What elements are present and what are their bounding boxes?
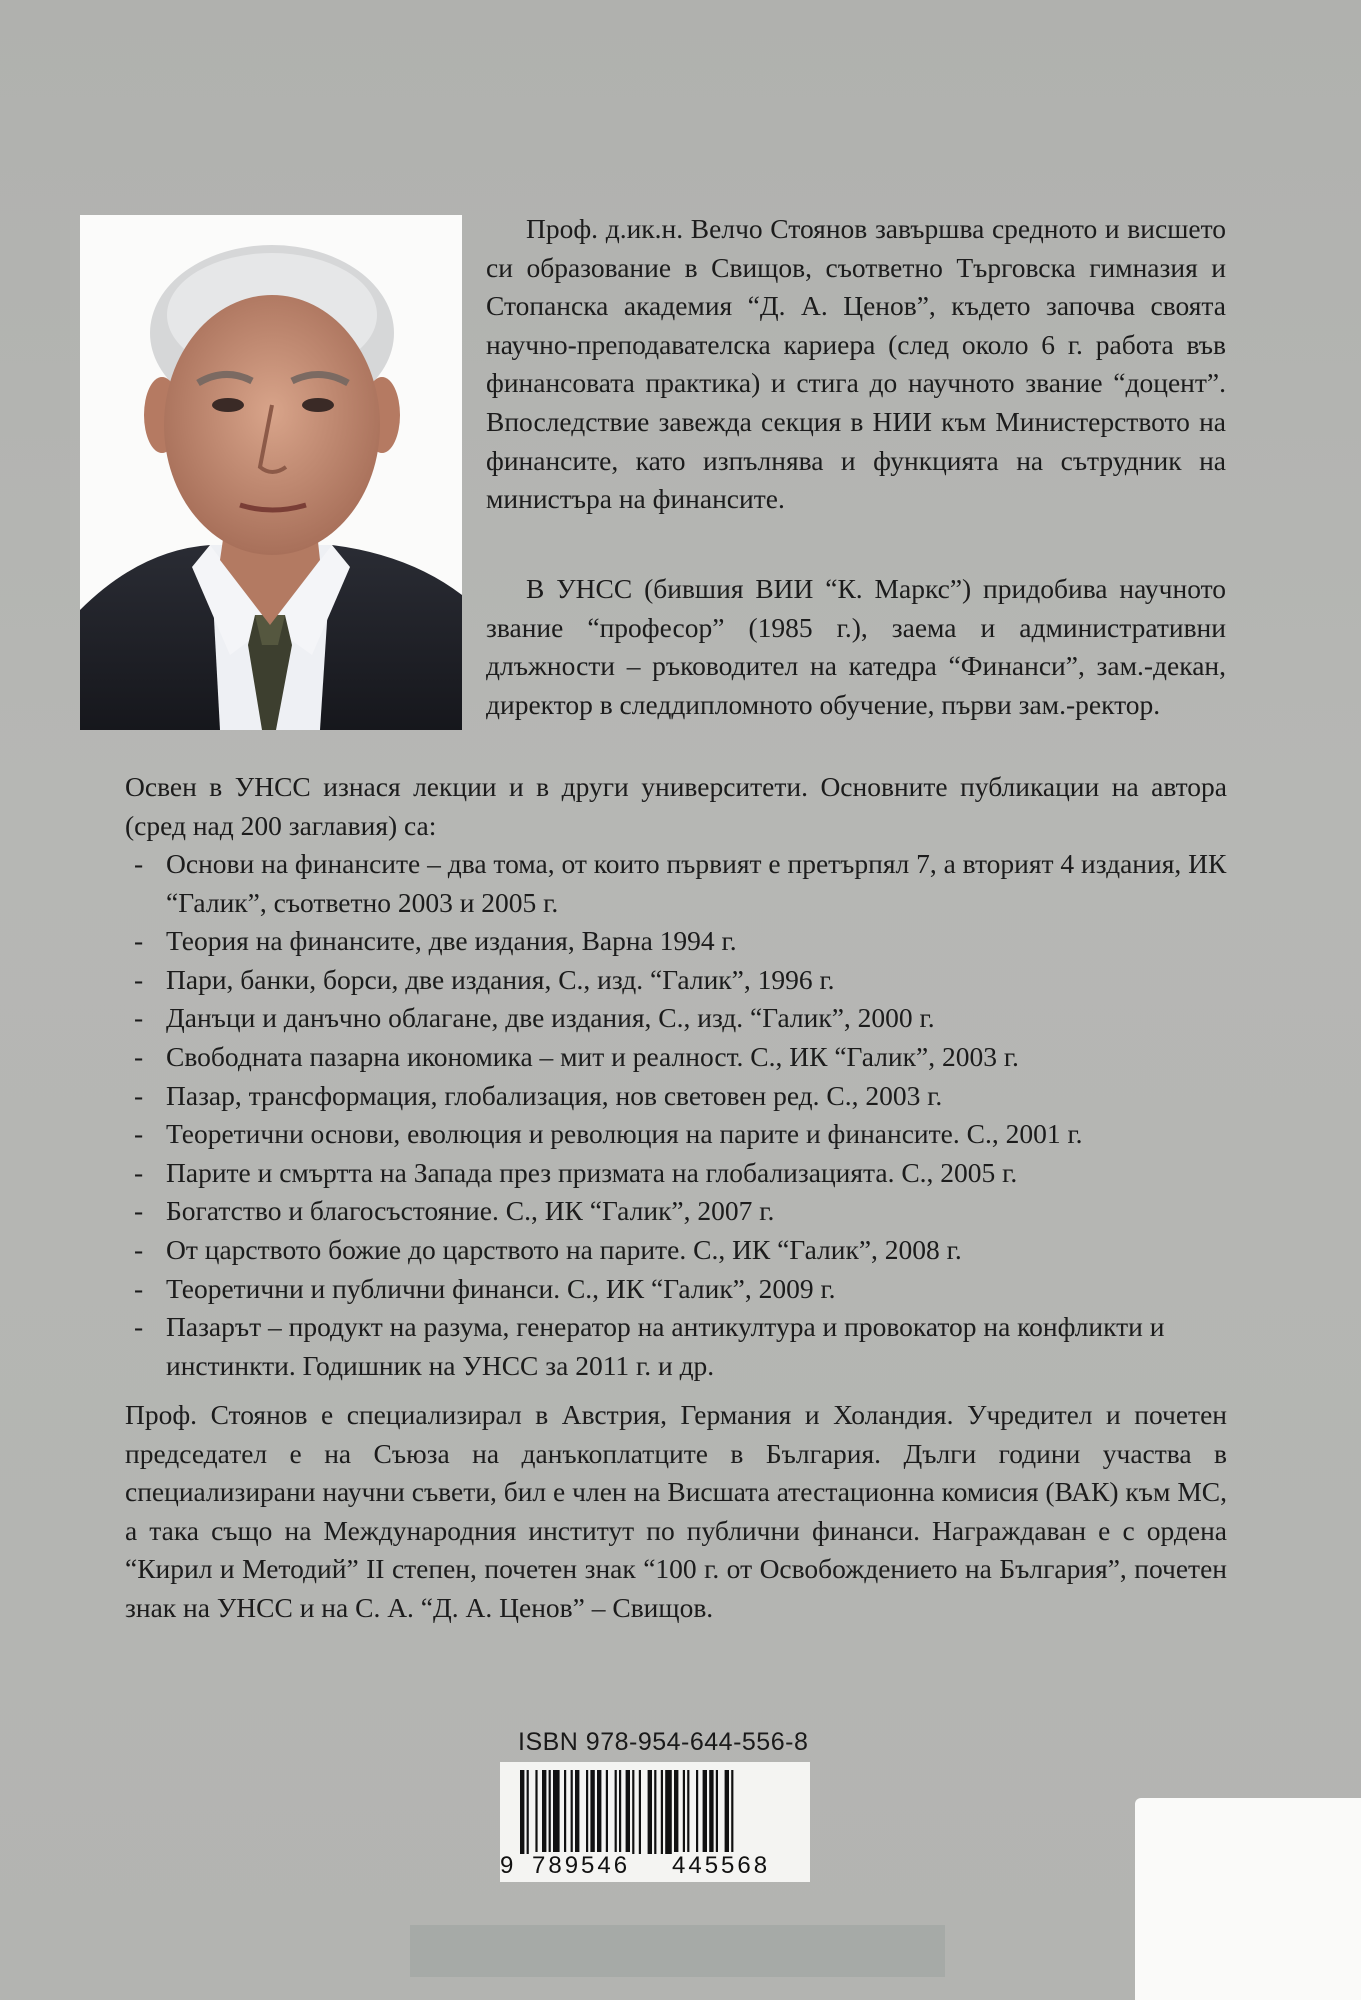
- barcode-bar: [654, 1770, 656, 1854]
- portrait-illustration: [80, 215, 462, 730]
- list-item: - От царството божие до царството на парите. С., ИК “Галик”, 2008 г.: [134, 1233, 962, 1265]
- barcode-bar: [553, 1770, 560, 1854]
- list-item: - Свободната пазарна икономика – мит и реалност. С., ИК “Галик”, 2003 г.: [134, 1040, 1019, 1072]
- price-sticker: [1135, 1798, 1361, 2000]
- barcode-bar: [683, 1770, 685, 1854]
- barcode-bar: [597, 1770, 601, 1854]
- bio-paragraph-1: Проф. д.ик.н. Велчо Стоянов завършва средното и висшето си образование в Свищов, съответно Търговска гимназия и Стопанска академия “Д. А. Ценов”, където започва своята научно-преподавателска кариера (след около 6 г. работа във финансовата практика) и стига до научното звание “доцент”. Впоследствие завежда секция в НИИ към Министерството на финансите, като изпълнява и функцията на сътрудник на министъра на финансите.: [486, 213, 1226, 515]
- barcode-bar: [632, 1770, 634, 1854]
- barcode-bar: [674, 1770, 678, 1854]
- publications-list: [128, 845, 1227, 1385]
- barcode-bar: [687, 1770, 689, 1854]
- bio-paragraph-4: Проф. Стоянов е специализирал в Австрия, Германия и Холандия. Учредител и почетен председател е на Съюза на данъкоплатците в България. Дълги години участва в специализирани научни съвети, бил е член на Висшата атестационна комисия (ВАК) към МС, а така също на Международния институт по публични финанси. Награждаван е с ордена “Кирил и Методий” II степен, почетен знак “100 г. от Освобождението на България”, почетен знак на УНСС и на С. А. “Д. А. Ценов” – Свищов.: [125, 1399, 1227, 1623]
- list-item: - Пазарът – продукт на разума, генератор на антикултура и провокатор на конфликти и инстинкти. Годишник на УНСС за 2011 г. и др.: [134, 1311, 1165, 1381]
- barcode-bar: [709, 1770, 713, 1854]
- barcode-bar: [549, 1770, 551, 1854]
- barcode-bar: [590, 1770, 594, 1854]
- list-item: - Пазар, трансформация, глобализация, нов световен ред. С., 2003 г.: [134, 1079, 943, 1111]
- list-item: - Богатство и благосъстояние. С., ИК “Галик”, 2007 г.: [134, 1195, 775, 1227]
- barcode-bar: [639, 1770, 641, 1854]
- bio-paragraph-2: В УНСС (бившия ВИИ “К. Маркс”) придобива научното звание “професор” (1985 г.), заема и административни длъжности – ръководител на катедра “Финанси”, зам.-декан, директор в следдипломното обучение, първи зам.-ректор.: [486, 573, 1226, 720]
- barcode-bar: [564, 1770, 566, 1854]
- barcode-bar: [571, 1770, 573, 1854]
- barcode-bar: [703, 1770, 707, 1854]
- barcode-bar: [648, 1770, 652, 1854]
- barcode-bar: [619, 1770, 621, 1854]
- list-item: - Теоретични и публични финанси. С., ИК “Галик”, 2009 г.: [134, 1272, 836, 1304]
- bottom-strip: [410, 1925, 945, 1977]
- barcode-bar: [731, 1770, 733, 1854]
- barcode-digits-right: 445568: [672, 1852, 771, 1879]
- barcode: [500, 1762, 810, 1882]
- barcode-bar: [575, 1770, 579, 1854]
- barcode-bar: [716, 1770, 718, 1854]
- barcode-bar: [696, 1770, 698, 1854]
- list-item: - Данъци и данъчно облагане, две издания, С., изд. “Галик”, 2000 г.: [134, 1002, 935, 1034]
- list-item: - Парите и смъртта на Запада през призмата на глобализацията. С., 2005 г.: [134, 1156, 1018, 1188]
- barcode-bar: [606, 1770, 608, 1854]
- list-item: - Пари, банки, борси, две издания, С., изд. “Галик”, 1996 г.: [134, 963, 835, 995]
- barcode-digit-first: 9: [500, 1852, 514, 1879]
- barcode-bar: [586, 1770, 588, 1854]
- barcode-digits-left: 789546: [532, 1852, 631, 1879]
- barcode-bar: [665, 1770, 672, 1854]
- isbn-label: ISBN 978-954-644-556-8: [518, 1728, 809, 1756]
- list-item: - Теоретични основи, еволюция и революция на парите и финансите. С., 2001 г.: [134, 1118, 1083, 1150]
- author-portrait: [80, 215, 462, 730]
- barcode-bar: [615, 1770, 617, 1854]
- bio-paragraph-3: Освен в УНСС изнася лекции и в други университети. Основните публикации на автора (сред над 200 заглавия) са:: [125, 771, 1227, 841]
- barcode-bar: [520, 1770, 524, 1854]
- barcode-bar: [661, 1770, 663, 1854]
- barcode-bar: [527, 1770, 529, 1854]
- barcode-bar: [542, 1770, 546, 1854]
- barcode-bar: [725, 1770, 729, 1854]
- list-item: - Теория на финансите, две издания, Варна 1994 г.: [134, 925, 737, 957]
- barcode-bar: [626, 1770, 630, 1854]
- list-item: - Основи на финансите – два тома, от които първият е претърпял 7, а вторият 4 издания, ИК “Галик”, съответно 2003 и 2005 г.: [134, 848, 1227, 918]
- barcode-bar: [535, 1770, 537, 1854]
